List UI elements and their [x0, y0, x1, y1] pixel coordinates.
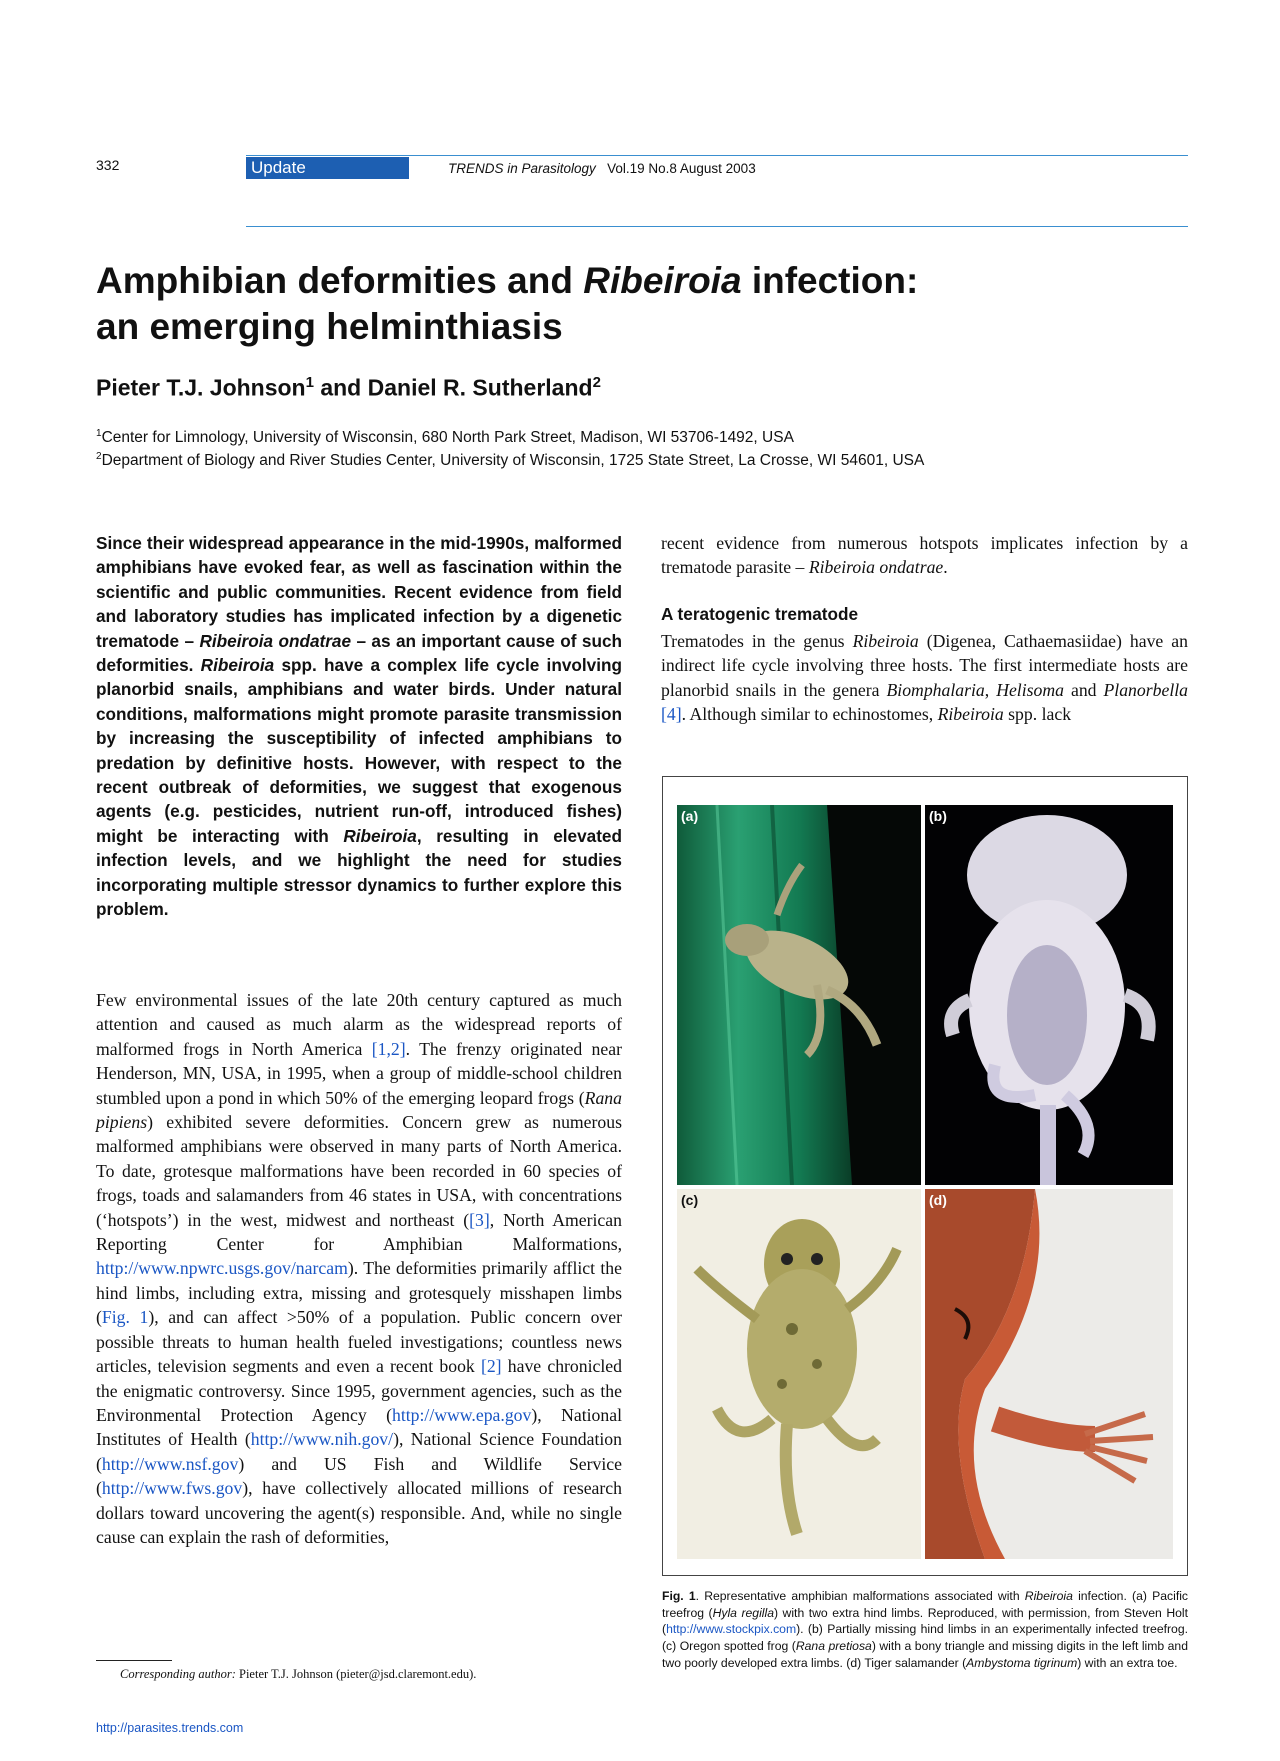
body-text: ) and US Fish and Wildlife Service (: [96, 1453, 622, 1499]
abstract: [96, 531, 622, 922]
genus-name: Helisoma: [996, 679, 1064, 700]
citation-link[interactable]: [2]: [480, 1356, 502, 1377]
figure-panel-c: [677, 1189, 921, 1559]
affiliation-1: [96, 428, 794, 447]
section-heading: A teratogenic trematode: [661, 604, 859, 624]
caption-italic: Ribeiroia: [1024, 1589, 1073, 1603]
title-line2: an emerging helminthiasis: [96, 306, 563, 347]
body-text: . Although similar to echinostomes,: [681, 704, 938, 725]
affiliation-1-sup: 1: [96, 428, 102, 439]
journal-line: [448, 161, 756, 176]
title-text: Amphibian deformities and: [96, 260, 584, 301]
citation-link[interactable]: [4]: [661, 704, 682, 725]
url-link[interactable]: http://www.nsf.gov: [101, 1453, 239, 1474]
genus-name: Planorbella: [1103, 679, 1188, 700]
body-text: ). The deformities primarily afflict the hind limbs, including extra, missing and grotesquely misshapen limbs (: [96, 1258, 622, 1328]
body-text-right-top: [661, 531, 1188, 580]
journal-issue: Vol.19 No.8 August 2003: [607, 161, 756, 176]
body-text: spp. lack: [1003, 704, 1072, 725]
body-text: and: [1063, 679, 1104, 700]
panel-label-b: (b): [929, 808, 947, 824]
body-text: .: [943, 557, 948, 578]
genus-name: Ribeiroia: [937, 704, 1004, 725]
body-text: ), National Science Foundation (: [96, 1429, 622, 1474]
authors: [96, 374, 601, 402]
panel-label-d: (d): [929, 1192, 947, 1208]
caption-text: ) with an extra toe.: [1077, 1655, 1178, 1670]
body-text: Few environmental issues of the late 20th century captured as much attention and caused as much alarm as the widespread reports of malformed frogs in North America: [96, 990, 622, 1059]
affiliation-2: [96, 451, 924, 470]
footnote-divider: [96, 1660, 172, 1661]
footnote-label: Corresponding author:: [120, 1667, 236, 1681]
caption-text: ). (b) Partially missing hind limbs in an experimentally infected treefrog. (c) Oregon spotted frog (: [662, 1622, 1188, 1654]
panel-label-a: (a): [681, 808, 699, 824]
author-1: Pieter T.J. Johnson: [96, 374, 306, 401]
footnote: [120, 1667, 476, 1682]
abstract-italic: Ribeiroia: [200, 655, 275, 676]
body-text: . The frenzy originated near Henderson, MN, USA, in 1995, when a group of middle-school children stumbled upon a pond in which 50% of the emerging leopard frogs (: [96, 1038, 622, 1108]
citation-link[interactable]: [3]: [469, 1209, 490, 1230]
author-2-sup: 2: [592, 374, 601, 391]
affiliation-2-text: Department of Biology and River Studies Center, University of Wisconsin, 1725 State Street, La Crosse, WI 54601, USA: [101, 452, 925, 470]
page-number: 332: [96, 157, 120, 173]
section-tab: Update: [246, 157, 409, 179]
body-text: ,: [984, 679, 997, 700]
article-title: [96, 258, 918, 350]
species-name: Ribeiroia ondatrae: [808, 557, 944, 578]
body-text-left: [96, 988, 622, 1549]
caption-text: ) with two extra hind limbs. Reproduced, with permission, from Steven Holt (: [662, 1605, 1188, 1637]
url-link[interactable]: http://www.fws.gov: [101, 1478, 243, 1499]
title-text-end: infection:: [741, 260, 919, 301]
header-bottom-rule: [246, 226, 1188, 227]
caption-text: . Representative amphibian malformations associated with: [695, 1589, 1025, 1603]
abstract-text: Since their widespread appearance in the mid-1990s, malformed amphibians have evoked fear, as well as fascination within the scientific and public communities. Recent evidence from field and laboratory studies has implicated infection by a digenetic trematode –: [96, 533, 622, 651]
abstract-text: – as an important cause of such deformities.: [96, 630, 622, 676]
body-text: recent evidence from numerous hotspots implicates infection by a trematode parasite –: [661, 533, 1188, 578]
figure-link[interactable]: Fig. 1: [101, 1307, 149, 1328]
citation-link[interactable]: [1,2]: [371, 1038, 406, 1059]
header-top-rule: [246, 155, 1188, 156]
panel-label-c: (c): [681, 1192, 699, 1208]
figure-caption: [662, 1588, 1188, 1672]
author-2: Daniel R. Sutherland: [367, 374, 593, 401]
body-text: ) exhibited severe deformities. Concern grew as numerous malformed amphibians were observed in many parts of North America. To date, grotesque malformations have been recorded in 60 species of frogs, toads and salamanders from 46 states in USA, with concentrations (‘hotspots’) in the west, midwest and northeast (: [96, 1112, 622, 1230]
figure-panel-d: [925, 1189, 1173, 1559]
figure-1: [662, 776, 1188, 1576]
species-name: Rana pipiens: [96, 1087, 622, 1133]
body-text: , North American Reporting Center for Amphibian Malformations,: [96, 1209, 622, 1255]
caption-label: Fig. 1: [662, 1589, 696, 1603]
caption-url-link[interactable]: http://www.stockpix.com: [666, 1622, 797, 1637]
body-text: (Digenea, Cathaemasiidae) have an indirect life cycle involving three hosts. The first intermediate hosts are planorbid snails in the genera: [661, 631, 1188, 700]
caption-text: infection. (a) Pacific treefrog (: [662, 1589, 1189, 1620]
author-1-sup: 1: [305, 374, 314, 391]
caption-italic: Hyla regilla: [712, 1605, 774, 1620]
abstract-italic: Ribeiroia: [343, 825, 417, 846]
figure-panel-b: [925, 805, 1173, 1185]
body-text: Trematodes in the genus: [661, 631, 853, 651]
treefrog-partial-limbs-photo: [925, 805, 1173, 1185]
caption-text: ) with a bony triangle and missing digits in the left limb and two poorly developed extra limbs. (d) Tiger salamander (: [662, 1639, 1188, 1670]
authors-and: and: [313, 374, 368, 401]
footnote-text: Pieter T.J. Johnson (pieter@jsd.claremont.edu).: [235, 1667, 477, 1681]
spotted-frog-photo: [677, 1189, 921, 1559]
treefrog-photo: [677, 805, 921, 1185]
body-text: have chronicled the enigmatic controversy. Since 1995, government agencies, such as the Environmental Protection Agency (: [96, 1356, 622, 1425]
genus-name: Ribeiroia: [852, 631, 919, 651]
body-text-right: [661, 629, 1188, 727]
affiliation-1-text: Center for Limnology, University of Wisconsin, 680 North Park Street, Madison, WI 53706-1492, USA: [101, 429, 794, 447]
affiliation-2-sup: 2: [96, 451, 102, 462]
url-link[interactable]: http://www.epa.gov: [392, 1404, 532, 1425]
journal-name: TRENDS in Parasitology: [448, 161, 596, 176]
body-text: ), National Institutes of Health (: [96, 1404, 622, 1450]
body-text: ), have collectively allocated millions of research dollars toward uncovering the agent(s) responsible. And, while no single cause can explain the rash of deformities,: [96, 1478, 622, 1547]
caption-italic: Rana pretiosa: [795, 1639, 872, 1654]
figure-panel-a: [677, 805, 921, 1185]
body-text: ), and can affect >50% of a population. Public concern over possible threats to human health fueled investigations; countless news articles, television segments and even a recent book: [96, 1307, 622, 1377]
salamander-photo: [925, 1189, 1173, 1559]
genus-name: Biomphalaria: [886, 679, 985, 700]
abstract-text: , resulting in elevated infection levels, and we highlight the need for studies incorporating multiple stressor dynamics to further explore this problem.: [96, 825, 622, 920]
title-italic: Ribeiroia: [583, 260, 742, 301]
url-link[interactable]: http://www.npwrc.usgs.gov/narcam: [96, 1258, 348, 1279]
footer-url-link[interactable]: http://parasites.trends.com: [96, 1721, 244, 1735]
abstract-text: spp. have a complex life cycle involving planorbid snails, amphibians and water birds. Under natural conditions, malformations might promote parasite transmission by increasing the susceptibility of infected amphibians to predation by definitive hosts. However, with respect to the recent outbreak of deformities, we suggest that exogenous agents (e.g. pesticides, nutrient run-off, introduced fishes) might be interacting with: [96, 655, 622, 846]
url-link[interactable]: http://www.nih.gov/: [250, 1429, 394, 1450]
caption-italic: Ambystoma tigrinum: [966, 1655, 1078, 1670]
abstract-italic: Ribeiroia ondatrae: [199, 630, 352, 651]
